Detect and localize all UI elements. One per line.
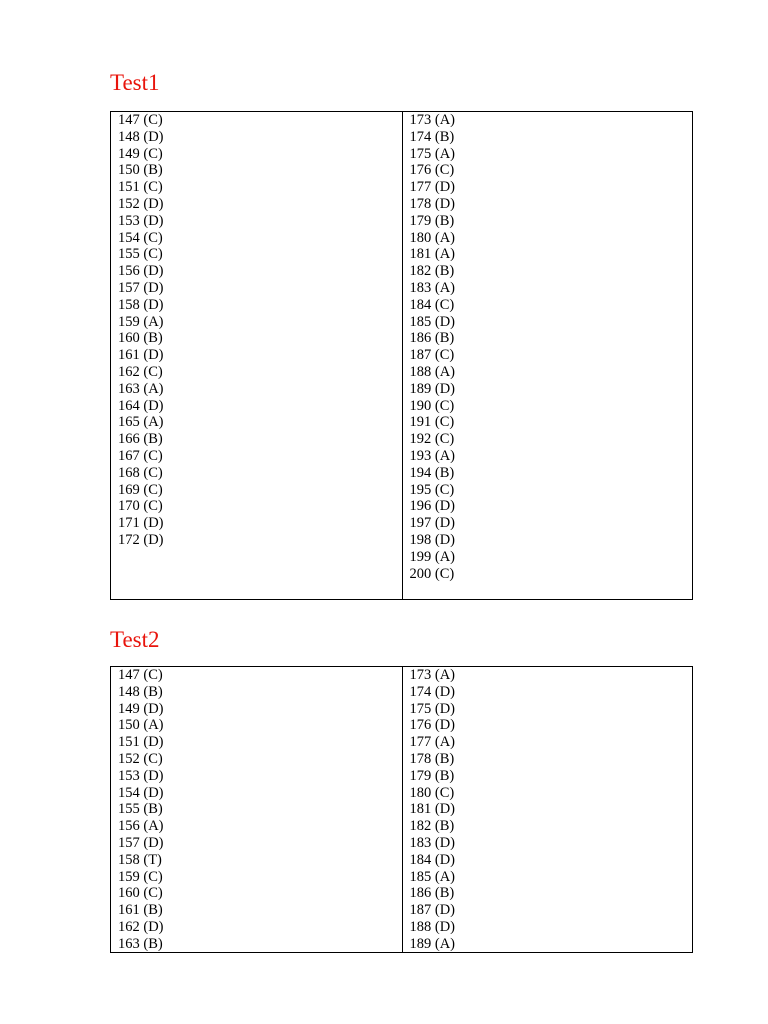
answer-item: 149 (D) [118,700,164,717]
answer-item: 182 (B) [409,263,455,280]
answer-item: 167 (C) [118,447,163,464]
test1-right-column [402,112,693,599]
answer-item: 150 (A) [118,717,164,734]
answer-item: 174 (B) [409,128,455,145]
answer-item: 181 (A) [409,246,456,263]
answer-item: 169 (C) [118,481,163,498]
answer-item: 197 (D) [409,515,456,532]
answer-item: 163 (B) [118,935,163,952]
answer-item: 160 (C) [118,885,163,902]
answer-item: 170 (C) [118,498,163,515]
answer-item: 157 (D) [118,834,164,851]
answer-item: 168 (C) [118,464,163,481]
answer-item: 178 (D) [409,195,456,212]
answer-item: 147 (C) [118,667,163,683]
answer-item: 154 (D) [118,784,164,801]
answer-item: 157 (D) [118,279,164,296]
answer-item: 173 (A) [409,112,456,128]
answer-item: 158 (D) [118,296,164,313]
answer-item: 152 (D) [118,195,164,212]
answer-item: 175 (D) [409,700,456,717]
answer-item: 158 (T) [118,851,162,868]
answer-item: 153 (D) [118,212,164,229]
answer-item: 194 (B) [409,464,455,481]
answer-item: 180 (C) [409,784,455,801]
answer-item: 196 (D) [409,498,456,515]
answer-item: 156 (A) [118,818,164,835]
answer-item: 174 (D) [409,683,456,700]
answer-item: 195 (C) [409,481,455,498]
answer-item: 155 (C) [118,246,163,263]
answer-item: 173 (A) [409,667,456,683]
answer-item: 151 (D) [118,734,164,751]
answer-item: 161 (B) [118,902,163,919]
answer-item: 176 (C) [409,162,455,179]
answer-item: 148 (B) [118,683,163,700]
answer-item: 176 (D) [409,717,456,734]
test2-title: Test2 [110,627,160,652]
answer-item: 179 (B) [409,212,455,229]
answer-item: 200 (C) [409,565,455,582]
answer-item: 160 (B) [118,330,163,347]
answer-item: 186 (B) [409,330,455,347]
test2-answer-table [110,666,693,953]
answer-item: 199 (A) [409,548,456,565]
answer-item: 171 (D) [118,515,164,532]
answer-item: 177 (D) [409,179,456,196]
answer-item: 188 (D) [409,918,456,935]
answer-item: 163 (A) [118,380,164,397]
answer-item: 179 (B) [409,767,455,784]
answer-item: 178 (B) [409,750,455,767]
answer-item: 152 (C) [118,750,163,767]
answer-item: 162 (C) [118,363,163,380]
answer-item: 148 (D) [118,128,164,145]
answer-item: 190 (C) [409,397,455,414]
answer-item: 161 (D) [118,347,164,364]
test1-left-column [111,112,402,599]
answer-item: 177 (A) [409,734,456,751]
answer-item: 166 (B) [118,431,163,448]
answer-item: 164 (D) [118,397,164,414]
test2-left-column [111,667,402,952]
answer-item: 155 (B) [118,801,163,818]
answer-item: 193 (A) [409,447,456,464]
answer-item: 189 (D) [409,380,456,397]
answer-item: 192 (C) [409,431,455,448]
answer-item: 154 (C) [118,229,163,246]
answer-item: 162 (D) [118,918,164,935]
answer-item: 159 (A) [118,313,164,330]
answer-item: 198 (D) [409,531,456,548]
answer-item: 159 (C) [118,868,163,885]
answer-item: 184 (C) [409,296,455,313]
answer-item: 182 (B) [409,818,455,835]
test2-right-column [402,667,693,952]
answer-item: 188 (A) [409,363,456,380]
answer-item: 185 (A) [409,868,456,885]
answer-item: 149 (C) [118,145,163,162]
answer-item: 187 (C) [409,347,455,364]
answer-item: 165 (A) [118,414,164,431]
answer-item: 191 (C) [409,414,455,431]
answer-item: 189 (A) [409,935,456,952]
answer-item: 156 (D) [118,263,164,280]
answer-item: 180 (A) [409,229,456,246]
answer-item: 153 (D) [118,767,164,784]
answer-item: 150 (B) [118,162,163,179]
answer-item: 185 (D) [409,313,456,330]
answer-item: 183 (A) [409,279,456,296]
answer-item: 181 (D) [409,801,456,818]
test1-title: Test1 [110,70,160,95]
answer-item: 183 (D) [409,834,456,851]
answer-item: 186 (B) [409,885,455,902]
test1-answer-table [110,111,693,600]
answer-item: 147 (C) [118,112,163,128]
answer-item: 175 (A) [409,145,456,162]
answer-item: 172 (D) [118,531,164,548]
answer-item: 187 (D) [409,902,456,919]
answer-item: 151 (C) [118,179,163,196]
answer-item: 184 (D) [409,851,456,868]
